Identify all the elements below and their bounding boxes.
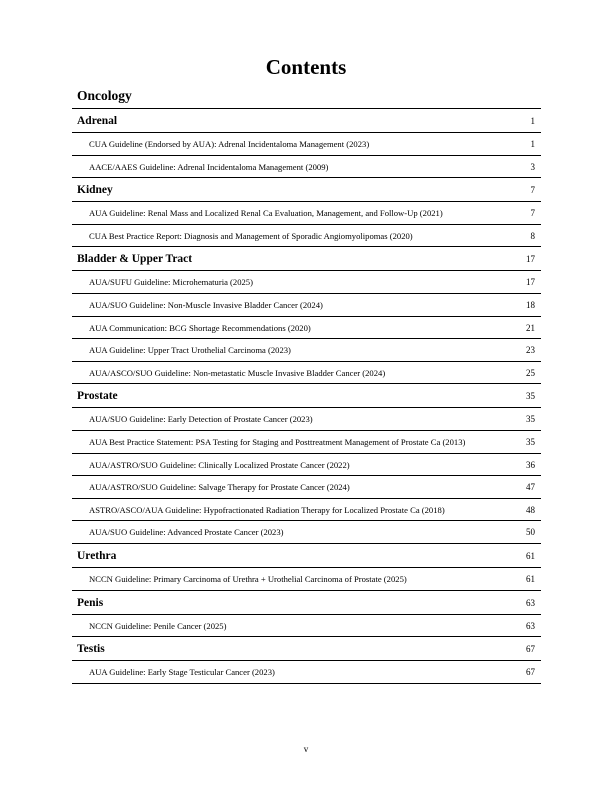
table-of-contents	[72, 108, 541, 684]
toc-entry-label: ASTRO/ASCO/AUA Guideline: Hypofractionated Radiation Therapy for Localized Prostate Ca (2018)	[89, 504, 445, 515]
toc-entry-label: AUA Communication: BCG Shortage Recommendations (2020)	[89, 322, 311, 333]
toc-entry-label: AUA/SUO Guideline: Early Detection of Prostate Cancer (2023)	[89, 414, 313, 425]
toc-entry-label: AUA/ASCO/SUO Guideline: Non-metastatic Muscle Invasive Bladder Cancer (2024)	[89, 367, 386, 378]
toc-entry-label: AUA/ASTRO/SUO Guideline: Salvage Therapy for Prostate Cancer (2024)	[89, 482, 350, 493]
toc-entry-row[interactable]	[72, 454, 541, 477]
toc-page-number: 67	[526, 644, 535, 655]
toc-entry-label: AUA Guideline: Early Stage Testicular Cancer (2023)	[89, 667, 275, 678]
toc-entry-label: AUA Guideline: Upper Tract Urothelial Carcinoma (2023)	[89, 345, 291, 356]
toc-category-row[interactable]	[72, 544, 541, 568]
toc-entry-label: CUA Guideline (Endorsed by AUA): Adrenal Incidentaloma Management (2023)	[89, 139, 370, 149]
toc-page-number: 47	[526, 482, 535, 493]
toc-entry-row[interactable]	[72, 133, 541, 156]
toc-page-number: 63	[526, 620, 535, 631]
toc-entry-label: AUA Guideline: Renal Mass and Localized Renal Ca Evaluation, Management, and Follow-Up (2021)	[89, 208, 443, 219]
toc-page-number: 25	[526, 367, 535, 378]
toc-page-number: 7	[530, 185, 535, 196]
toc-category-label: Prostate	[77, 390, 118, 403]
section-title: Oncology	[77, 88, 132, 103]
toc-entry-label: AUA/SUO Guideline: Non-Muscle Invasive Bladder Cancer (2024)	[89, 299, 323, 310]
toc-entry-row[interactable]	[72, 499, 541, 522]
toc-entry-label: AUA/SUFU Guideline: Microhematuria (2025)	[89, 277, 253, 288]
toc-category-row[interactable]	[72, 637, 541, 661]
page-title: Contents	[265, 55, 347, 79]
toc-category-row[interactable]	[72, 591, 541, 615]
toc-entry-label: AUA/ASTRO/SUO Guideline: Clinically Localized Prostate Cancer (2022)	[89, 459, 350, 470]
toc-entry-row[interactable]	[72, 408, 541, 431]
toc-category-row[interactable]	[72, 178, 541, 202]
toc-page-number: 7	[530, 208, 535, 219]
toc-category-label: Urethra	[77, 549, 117, 562]
toc-entry-row[interactable]	[72, 521, 541, 544]
toc-entry-row[interactable]	[72, 362, 541, 385]
toc-page-number: 35	[526, 414, 535, 425]
toc-entry-row[interactable]	[72, 317, 541, 340]
footer-page-number: v	[303, 744, 309, 754]
toc-page-number: 63	[526, 597, 535, 608]
toc-page-number: 21	[526, 322, 535, 333]
toc-category-label: Penis	[77, 596, 104, 609]
toc-entry-row[interactable]	[72, 615, 541, 638]
toc-page-number: 61	[526, 550, 535, 561]
toc-entry-row[interactable]	[72, 271, 541, 294]
toc-category-row[interactable]	[72, 109, 541, 133]
toc-entry-row[interactable]	[72, 476, 541, 499]
toc-entry-label: CUA Best Practice Report: Diagnosis and Management of Sporadic Angiomyolipomas (2020)	[89, 230, 413, 241]
toc-entry-label: NCCN Guideline: Primary Carcinoma of Urethra + Urothelial Carcinoma of Prostate (2025)	[89, 573, 407, 584]
toc-entry-row[interactable]	[72, 339, 541, 362]
toc-entry-row[interactable]	[72, 202, 541, 225]
toc-category-label: Bladder & Upper Tract	[77, 253, 193, 266]
toc-entry-label: NCCN Guideline: Penile Cancer (2025)	[89, 620, 227, 631]
toc-entry-row[interactable]	[72, 225, 541, 248]
toc-page-number: 36	[526, 459, 535, 470]
toc-entry-row[interactable]	[72, 294, 541, 317]
toc-page-number: 3	[530, 161, 535, 172]
toc-entry-row[interactable]	[72, 156, 541, 179]
toc-entry-label: AUA Best Practice Statement: PSA Testing for Staging and Posttreatment Management of Prostate Ca (2013)	[89, 436, 466, 447]
toc-page-number: 1	[530, 139, 535, 149]
toc-page-number: 23	[526, 345, 535, 356]
toc-page-number: 1	[530, 116, 535, 126]
toc-category-label: Testis	[77, 643, 105, 656]
toc-page-number: 61	[526, 573, 535, 584]
toc-category-row[interactable]	[72, 384, 541, 408]
toc-page-number: 17	[526, 277, 535, 288]
toc-entry-row[interactable]	[72, 431, 541, 454]
toc-entry-label: AUA/SUO Guideline: Advanced Prostate Cancer (2023)	[89, 527, 284, 538]
toc-entry-row[interactable]	[72, 568, 541, 591]
toc-page-number: 35	[526, 436, 535, 447]
toc-entry-row[interactable]	[72, 661, 541, 684]
toc-page-number: 67	[526, 667, 535, 678]
toc-category-label: Adrenal	[77, 115, 118, 127]
toc-category-row[interactable]	[72, 247, 541, 271]
toc-page-number: 17	[526, 254, 535, 265]
toc-entry-label: AACE/AAES Guideline: Adrenal Incidentaloma Management (2009)	[89, 161, 329, 172]
toc-page-number: 8	[530, 230, 535, 241]
toc-page-number: 50	[526, 527, 535, 538]
toc-page-number: 18	[526, 299, 535, 310]
toc-category-label: Kidney	[77, 184, 113, 197]
toc-page-number: 48	[526, 504, 535, 515]
toc-page-number: 35	[526, 391, 535, 402]
